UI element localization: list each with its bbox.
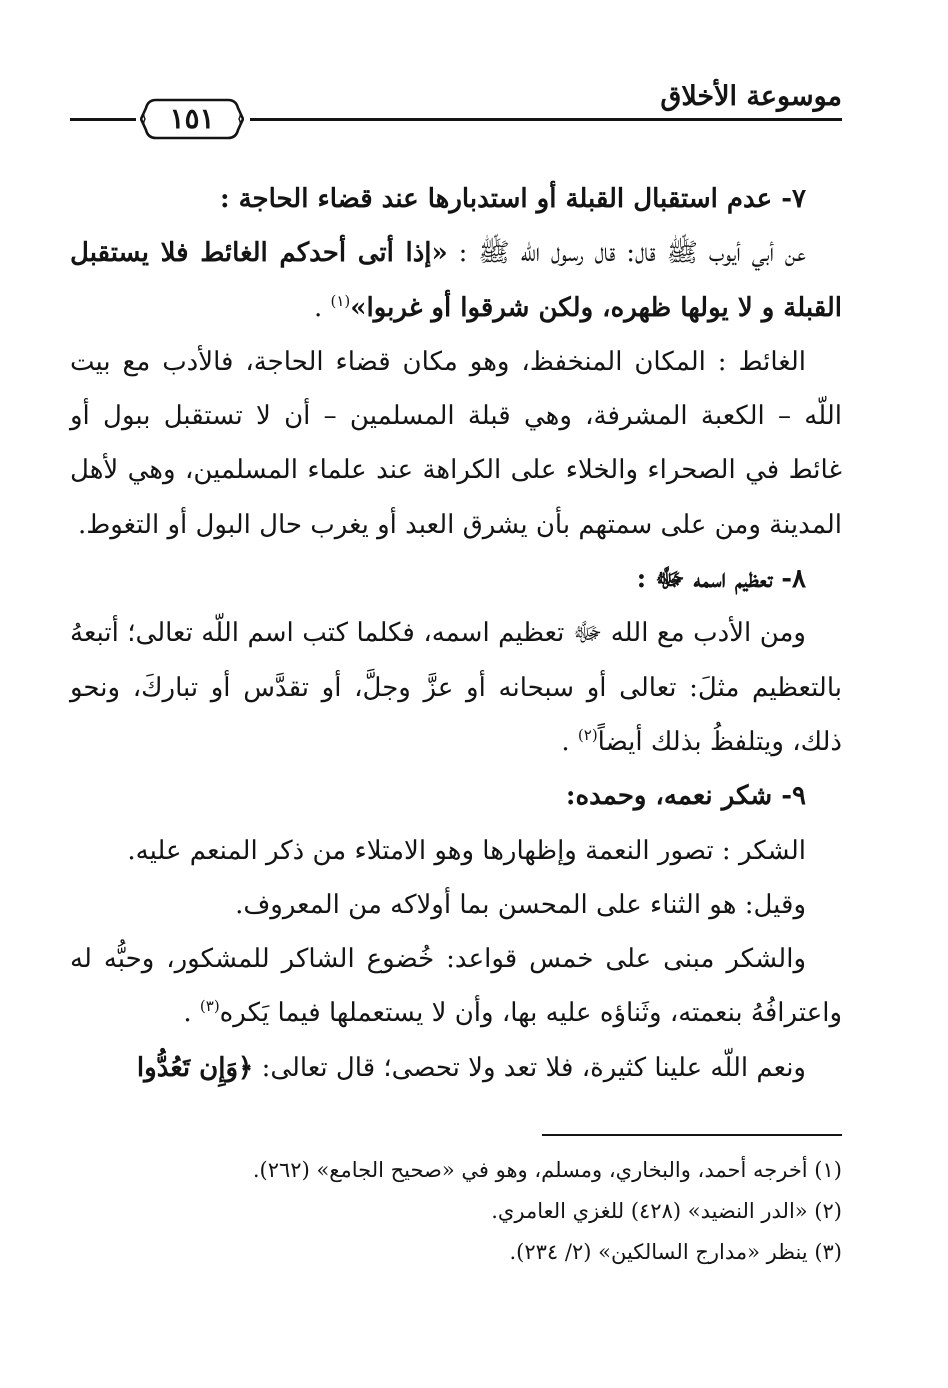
paragraph-blessings [70,1041,842,1095]
footnote-2: (٢) «الدر النضيد» (٤٢٨) للغزي العامري. [491,1199,842,1223]
footnotes [70,1150,842,1273]
punctuation: . [183,998,200,1029]
footnote-ref-3[interactable]: (٣) [199,997,220,1016]
punctuation: . [561,726,578,757]
quran-quote: ﴿وَإِن تَعُدُّوا [136,1052,254,1083]
main-text [70,172,842,1095]
section-heading-7: ٧- عدم استقبال القبلة أو استدبارها عند قضاء الحاجة : [219,184,806,214]
section-heading-8: ٨- تعظيم اسمه ﷻ : [636,564,806,595]
running-title: موسوعة الأخلاق [660,81,842,112]
paragraph-text: والشكر مبنى على خمس قواعد: خُضوع الشاكر للمشكور، وحبُّه له واعترافُهُ بنعمته، وثَناؤه عليه بها، وأن لا يستعملها فيما يَكره [70,944,842,1029]
header-rule-left [70,118,136,121]
paragraph-text: ونعم اللّه علينا كثيرة، فلا تعد ولا تحصى؛ قال تعالى: [261,1052,806,1083]
footnote-ref-2[interactable]: (٢) [577,725,598,744]
footnote-separator [542,1134,842,1136]
hadith-intro: عن أبي أيوب ﷺ قال: قال رسول اللّه ﷺ : [458,238,806,269]
section-heading-9: ٩- شكر نعمه، وحمده: [565,781,806,812]
paragraph-shukr-definition: الشكر : تصور النعمة وإظهارها وهو الامتلاء من ذكر المنعم عليه. [127,835,806,866]
page-number-frame [140,96,244,142]
page-number: ١٥١ [169,102,215,135]
footnote-ref-1[interactable]: (١) [330,291,351,310]
footnote-3: (٣) ينظر «مدارج السالكين» (٢/ ٢٣٤). [509,1240,842,1264]
hadith-quote: «إذا أتى أحدكم الغائط فلا يستقبل القبلة و لا يولها ظهره، ولكن شرقوا أو غربوا» [70,238,842,323]
book-page [70,60,842,1360]
paragraph-five-rules [70,932,842,1041]
header-rule [250,118,842,121]
paragraph-ghaith: الغائط : المكان المنخفظ، وهو مكان قضاء الحاجة، فالأدب مع بيت اللّه – الكعبة المشرفة، وهي قبلة المسلمين – أن لا تستقبل ببول أو غائط في الصحراء والخلاء على الكراهة عند علماء المسلمين، وهي لأهل المدينة ومن على سمتهم بأن يشرق العبد أو يغرب حال البول أو التغوط. [70,346,843,540]
punctuation: . [313,292,331,323]
page-header [70,60,842,140]
paragraph-text: ومن الأدب مع الله ﷻ تعظيم اسمه، فكلما كتب اسم اللّه تعالى؛ أتبعهُ بالتعظيم مثلَ: تعالى أو سبحانه أو عزَّ وجلَّ، أو تقدَّس أو تباركَ، ونحو ذلك، ويتلفظُ بذلك أيضاً [70,618,842,757]
hadith-paragraph [70,226,842,335]
paragraph-glorify-name [70,606,842,769]
paragraph-qeel: وقيل: هو الثناء على المحسن بما أولاكه من المعروف. [235,889,806,920]
footnote-1: (١) أخرجه أحمد، والبخاري، ومسلم، وهو في «صحيح الجامع» (٢٦٢). [252,1158,842,1182]
